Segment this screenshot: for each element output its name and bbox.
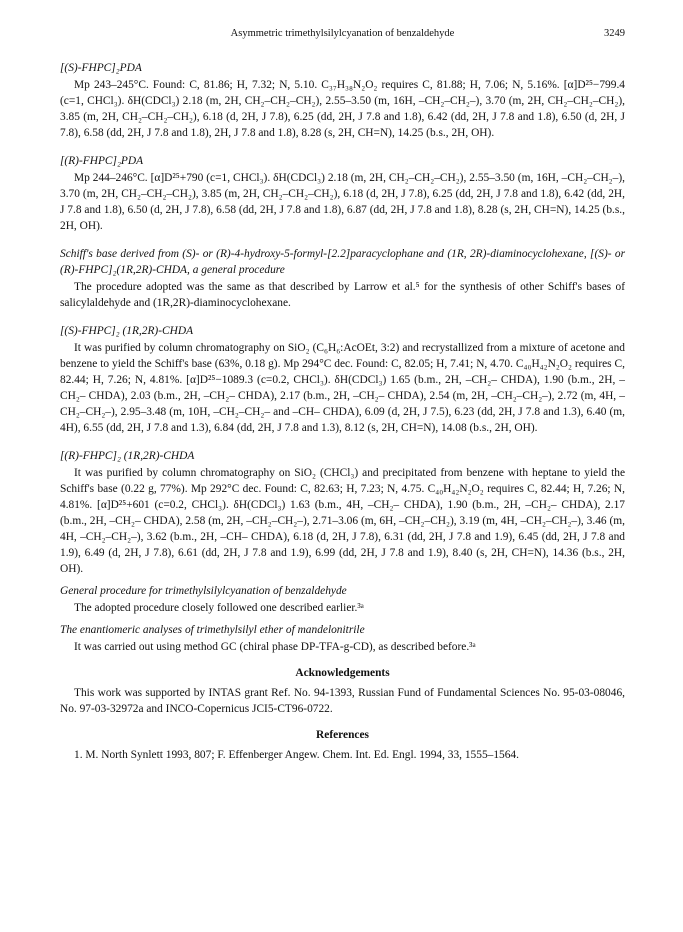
running-title: Asymmetric trimethylsilylcyanation of benzaldehyde [230,28,455,39]
section-general-procedure [60,583,625,616]
running-header [60,28,625,42]
section-r-fhpc-chda [60,448,625,577]
section-paragraph: Mp 244–246°C. [α]D²⁵+790 (c=1, CHCl₃). δH(CDCl₃) 2.18 (m, 2H, CH₂–CH₂–CH₂), 2.55–3.50 (m, 16H, –CH₂–CH₂–), 3.70 (m, 2H, CH₂–CH₂–CH₂), 3.85 (m, 2H, CH₂–CH₂–CH₂), 6.18 (d, 2H, J 7.8), 6.25 (dd, 2H, J 7.8 and 1.8), 6.42 (dd, 2H, J 7.8 and 1.8), 6.50 (d, 2H, J 7.8), 6.58 (dd, 2H, J 7.8 and 1.8), 6.87 (dd, 2H, J 7.8 and 1.8), 8.28 (s, 2H, CH=N), 14.25 (b.s., 2H, OH). [60,172,625,232]
section-heading: The enantiomeric analyses of trimethylsilyl ether of mandelonitrile [60,624,365,636]
acknowledgements-text: This work was supported by INTAS grant Ref. No. 94-1393, Russian Fund of Fundamental Sciences No. 95-03-08046, No. 97-03-32972a and INCO-Copernicus JCI5-CT96-0722. [60,687,625,715]
section-paragraph: The adopted procedure closely followed one described earlier.³ᵃ [74,602,364,614]
section-paragraph: The procedure adopted was the same as that described by Larrow et al.⁵ for the synthesis of other Schiff's bases of salicylaldehyde and (1R,2R)-diaminocyclohexane. [60,281,625,309]
section-heading: [(S)-FHPC]₂PDA [60,62,142,74]
section-heading: [(R)-FHPC]₂PDA [60,155,144,167]
reference-item: 1. M. North Synlett 1993, 807; F. Effenberger Angew. Chem. Int. Ed. Engl. 1994, 33, 1555–1564. [74,749,519,761]
section-schiff-base-procedure [60,246,625,311]
article-body [60,60,625,763]
section-paragraph: Mp 243–245°C. Found: C, 81.86; H, 7.32; N, 5.10. C₃₇H₃₈N₂O₂ requires C, 81.88; H, 7.06; N, 5.16%. [α]D²⁵−799.4 (c=1, CHCl₃). δH(CDCl₃) 2.18 (m, 2H, CH₂–CH₂–CH₂), 2.55–3.50 (m, 16H, –CH₂–CH₂–), 3.70 (m, 2H, CH₂–CH₂–CH₂), 3.85 (m, 2H, CH₂–CH₂–CH₂), 6.18 (d, 2H, J 7.8), 6.25 (dd, 2H, J 7.8 and 1.8), 6.42 (dd, 2H, J 7.8 and 1.8), 6.50 (d, 2H, J 7.8), 6.58 (dd, 2H, J 7.8 and 1.8), 2H, J 7.8 and 1.8), 8.28 (s, 2H, CH=N), 14.25 (b.s., 2H, OH). [60,79,625,139]
section-heading: [(S)-FHPC]₂ (1R,2R)-CHDA [60,325,194,337]
section-r-fhpc-pda [60,153,625,234]
section-heading: General procedure for trimethylsilylcyanation of benzaldehyde [60,585,347,597]
section-heading: [(R)-FHPC]₂ (1R,2R)-CHDA [60,450,195,462]
section-paragraph: It was purified by column chromatography on SiO₂ (C₆H₆:AcOEt, 3:2) and recrystallized from a mixture of acetone and benzene to yield the Schiff's base (63%, 0.18 g). Mp 294°C dec. Found: C, 82.05; H, 7.41; N, 4.70. C₄₀H₄₂N₂O₂ requires C, 82.44; H, 7.26; N, 4.81%. [α]D²⁵−1089.3 (c=0.2, CHCl₃). δH(CDCl₃) 1.65 (b.m., 2H, –CH₂– CHDA), 1.90 (b.m., 2H, –CH₂– CHDA), 2.03 (b.m., 2H, –CH₂– CHDA), 2.17 (b.m., 2H, –CH₂– CHDA), 2.54 (m, 2H, –CH₂–CH₂–), 2.72 (m, 4H, –CH₂–CH₂–), 2.95–3.48 (m, 10H, –CH₂–CH₂– and –CH– CHDA), 6.09 (d, 2H, J 7.5), 6.23 (dd, 2H, J 7.8 and 1.3), 6.40 (m, 4H), 6.55 (dd, 2H, J 7.8 and 1.3), 6.84 (dd, 2H, J 7.8 and 1.3), 8.12 (s, 2H, CH=N), 14.08 (b.s., 2H, OH). [60,342,625,434]
acknowledgements-heading: Acknowledgements [295,667,390,679]
references-heading: References [316,729,369,741]
section-s-fhpc-pda [60,60,625,141]
section-paragraph: It was purified by column chromatography on SiO₂ (CHCl₃) and precipitated from benzene with heptane to yield the Schiff's base (0.22 g, 77%). Mp 292°C dec. Found: C, 82.63; H, 7.23; N, 4.75. C₄₀H₄₂N₂O₂ requires C, 82.44; H, 7.26; N, 4.81%. [α]D²⁵+601 (c=0.2, CHCl₃). δH(CDCl₃) 1.63 (b.m., 4H, –CH₂– CHDA), 1.90 (b.m., 2H, –CH₂– CHDA), 2.17 (b.m., 2H, –CH₂– CHDA), 2.58 (m, 2H, –CH₂–CH₂–), 2.71–3.06 (m, 6H, –CH₂–CH₂), 3.19 (m, 4H, –CH₂–CH₂–), 3.46 (m, 4H, –CH₂–CH₂–), 3.62 (b.m., 2H, –CH– CHDA), 6.18 (d, 2H, J 7.8), 6.31 (dd, 2H, J 7.8 and 1.9), 6.45 (dd, 2H, J 7.8 and 1.9), 6.49 (d, 2H, J 7.8), 6.61 (dd, 2H, J 7.8 and 1.9), 6.99 (dd, 2H, J 7.8 and 1.9), 8.40 (s, 2H, CH=N), 14.36 (b.s., 2H, OH). [60,467,625,575]
section-enantiomeric-analyses [60,622,625,655]
section-paragraph: It was carried out using method GC (chiral phase DP-TFA-g-CD), as described before.³ᵃ [74,641,476,653]
page-number: 3249 [604,28,625,39]
section-s-fhpc-chda [60,323,625,436]
section-heading: Schiff's base derived from (S)- or (R)-4-hydroxy-5-formyl-[2.2]paracyclophane and (1R, 2R)-diaminocyclohexane, [(S)- or (R)-FHPC]₂(1R,2R)-CHDA, a general procedure [60,248,625,276]
